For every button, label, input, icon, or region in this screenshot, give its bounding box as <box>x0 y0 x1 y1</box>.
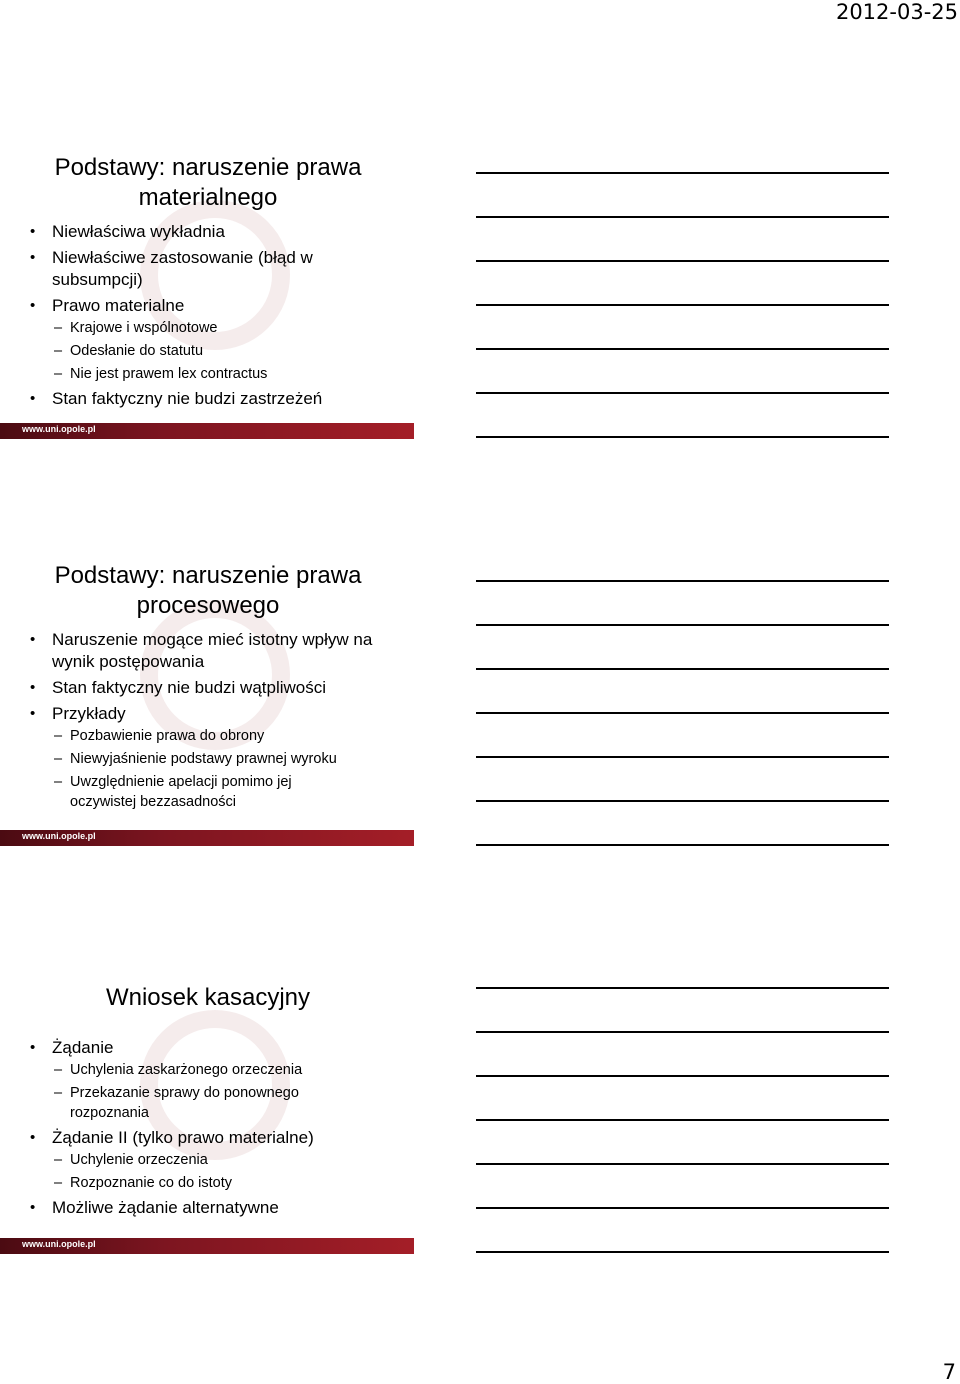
bullet-item: • Przykłady – Pozbawienie prawa do obrony – Niewyjaśnienie podstawy prawnej wyroku – Uwzględnienie apelacji pomimo jej oczywistej bezzasadności <box>22 703 382 812</box>
note-line <box>476 844 889 846</box>
footer-url: www.uni.opole.pl <box>22 1239 96 1249</box>
note-line <box>476 987 889 989</box>
sub-bullet-item: – Krajowe i wspólnotowe <box>52 318 382 338</box>
sub-bullet-item: – Przekazanie sprawy do ponownego rozpoznania <box>52 1083 330 1123</box>
note-line <box>476 624 889 626</box>
bullet-item: • Żądanie II (tylko prawo materialne) – Uchylenie orzeczenia – Rozpoznanie co do istoty <box>22 1127 382 1193</box>
slide-footer-bar <box>0 423 414 439</box>
note-line <box>476 348 889 350</box>
note-line <box>476 580 889 582</box>
note-line <box>476 668 889 670</box>
page-number: 7 <box>942 1360 956 1384</box>
note-line <box>476 1031 889 1033</box>
note-line <box>476 304 889 306</box>
footer-url: www.uni.opole.pl <box>22 831 96 841</box>
sub-bullet-item: – Pozbawienie prawa do obrony <box>52 726 382 746</box>
note-line <box>476 800 889 802</box>
bullet-item: • Żądanie – Uchylenia zaskarżonego orzeczenia – Przekazanie sprawy do ponownego rozpoznania <box>22 1037 382 1123</box>
note-line <box>476 1119 889 1121</box>
note-line <box>476 1207 889 1209</box>
slide-title: Podstawy: naruszenie prawa procesowego <box>54 562 362 619</box>
note-line <box>476 436 889 438</box>
sub-bullet-item: – Odesłanie do statutu <box>52 341 382 361</box>
sub-bullet-item: – Uchylenie orzeczenia <box>52 1150 382 1170</box>
note-line <box>476 1075 889 1077</box>
note-line <box>476 172 889 174</box>
sub-bullet-item: – Uchylenia zaskarżonego orzeczenia <box>52 1060 382 1080</box>
sub-bullet-item: – Nie jest prawem lex contractus <box>52 364 382 384</box>
note-line <box>476 1251 889 1253</box>
bullet-item: • Stan faktyczny nie budzi zastrzeżeń <box>22 388 382 410</box>
note-line <box>476 392 889 394</box>
bullet-list <box>22 1037 382 1223</box>
bullet-item: • Niewłaściwe zastosowanie (błąd w subsumpcji) <box>22 247 382 291</box>
note-line <box>476 756 889 758</box>
sub-bullet-item: – Niewyjaśnienie podstawy prawnej wyroku <box>52 749 382 769</box>
slide-title: Podstawy: naruszenie prawa materialnego <box>54 154 362 211</box>
bullet-item: • Niewłaściwa wykładnia <box>22 221 382 243</box>
bullet-list <box>22 629 382 816</box>
sub-bullet-item: – Rozpoznanie co do istoty <box>52 1173 382 1193</box>
note-line <box>476 260 889 262</box>
note-line <box>476 1163 889 1165</box>
bullet-item: • Stan faktyczny nie budzi wątpliwości <box>22 677 382 699</box>
print-date: 2012-03-25 <box>835 0 958 24</box>
slide-title: Wniosek kasacyjny <box>105 984 311 1011</box>
bullet-item: • Naruszenie mogące mieć istotny wpływ na wynik postępowania <box>22 629 382 673</box>
note-line <box>476 216 889 218</box>
slide-footer-bar <box>0 1238 414 1254</box>
bullet-item: • Prawo materialne – Krajowe i wspólnotowe – Odesłanie do statutu – Nie jest prawem lex contractus <box>22 295 382 384</box>
slide-footer-bar <box>0 830 414 846</box>
bullet-item: • Możliwe żądanie alternatywne <box>22 1197 382 1219</box>
bullet-list <box>22 221 382 414</box>
note-line <box>476 712 889 714</box>
sub-bullet-item: – Uwzględnienie apelacji pomimo jej oczywistej bezzasadności <box>52 772 340 812</box>
footer-url: www.uni.opole.pl <box>22 424 96 434</box>
